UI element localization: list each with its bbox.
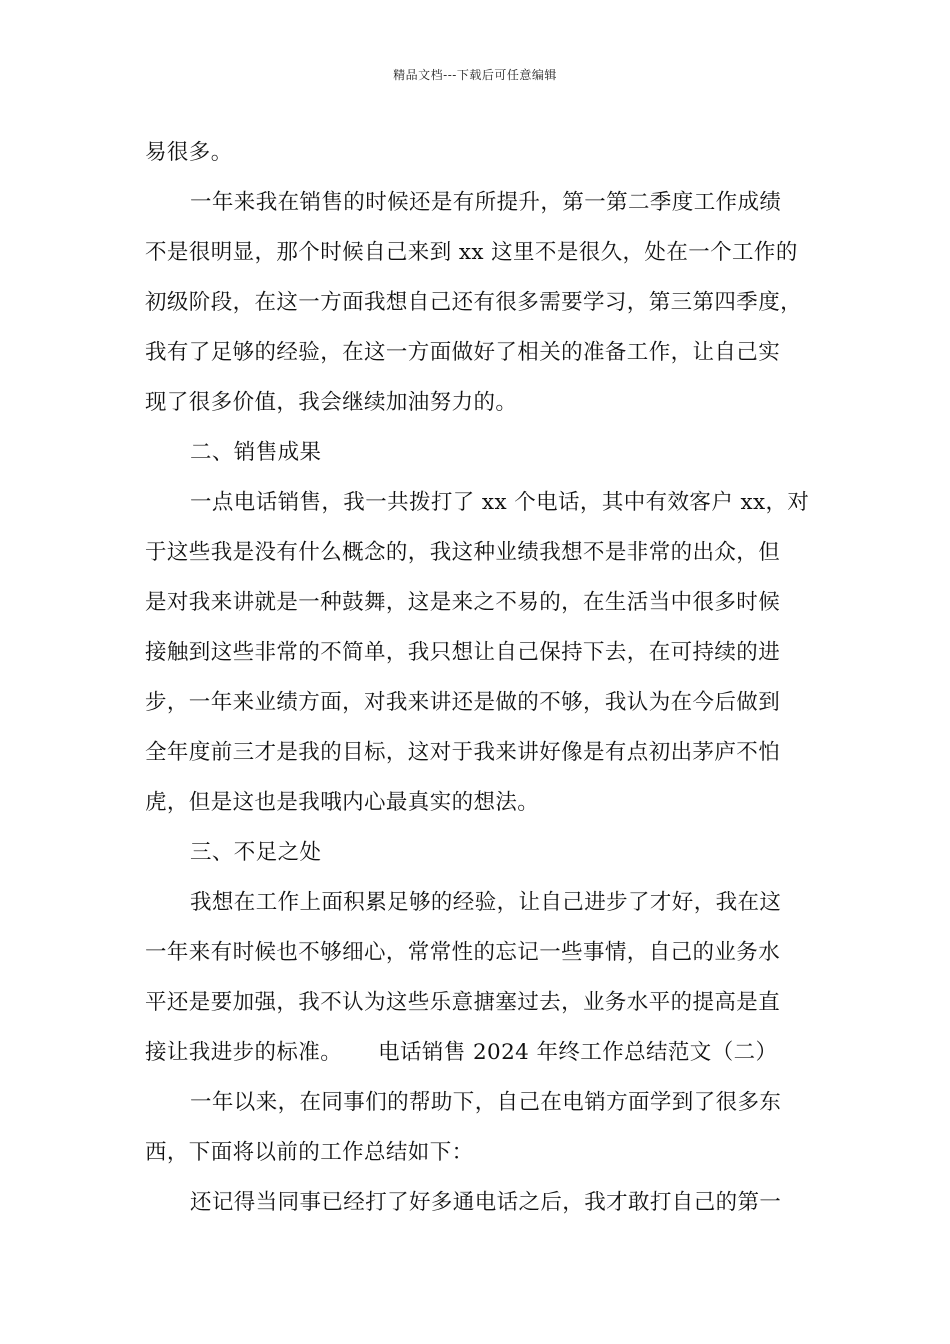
paragraph-line: 易很多。 [145, 140, 233, 165]
paragraph-line: 于这些我是没有什么概念的，我这种业绩我想不是非常的出众，但 [145, 540, 781, 565]
paragraph-line: 步，一年来业绩方面，对我来讲还是做的不够，我认为在今后做到 [145, 690, 781, 715]
page-header: 精品文档---下载后可任意编辑 [393, 68, 557, 82]
paragraph-line: 全年度前三才是我的目标，这对于我来讲好像是有点初出茅庐不怕 [145, 740, 781, 765]
paragraph-line: 是对我来讲就是一种鼓舞，这是来之不易的，在生活当中很多时候 [145, 590, 781, 615]
paragraph-line: 平还是要加强，我不认为这些乐意搪塞过去，业务水平的提高是直 [145, 990, 781, 1015]
paragraph-line: 一年来我在销售的时候还是有所提升，第一第二季度工作成绩 [190, 190, 782, 215]
paragraph-line: 我有了足够的经验，在这一方面做好了相关的准备工作，让自己实 [145, 340, 781, 365]
section-heading: 三、不足之处 [190, 840, 322, 865]
paragraph-text: 接让我进步的标准。 [145, 1040, 343, 1065]
paragraph-line: 还记得当同事已经打了好多通电话之后，我才敢打自己的第一 [190, 1190, 782, 1215]
paragraph-line: 虎，但是这也是我哦内心最真实的想法。 [145, 790, 540, 815]
document-title: 电话销售 2024 年终工作总结范文（二） [378, 1040, 778, 1065]
paragraph-line: 现了很多价值，我会继续加油努力的。 [145, 390, 518, 415]
paragraph-line: 一点电话销售，我一共拨打了 xx 个电话，其中有效客户 xx，对 [190, 490, 810, 515]
paragraph-line: 接触到这些非常的不简单，我只想让自己保持下去，在可持续的进 [145, 640, 781, 665]
paragraph-line-with-title [145, 1028, 810, 1078]
document-body [145, 128, 810, 1228]
paragraph-line: 一年以来，在同事们的帮助下，自己在电销方面学到了很多东 [190, 1090, 782, 1115]
section-heading: 二、销售成果 [190, 440, 322, 465]
paragraph-line: 初级阶段，在这一方面我想自己还有很多需要学习，第三第四季度， [145, 290, 803, 315]
paragraph-line: 我想在工作上面积累足够的经验，让自己进步了才好，我在这 [190, 890, 782, 915]
paragraph-line: 一年来有时候也不够细心，常常性的忘记一些事情，自己的业务水 [145, 940, 781, 965]
paragraph-line: 不是很明显，那个时候自己来到 xx 这里不是很久，处在一个工作的 [145, 240, 798, 265]
paragraph-line: 西，下面将以前的工作总结如下： [145, 1140, 474, 1165]
